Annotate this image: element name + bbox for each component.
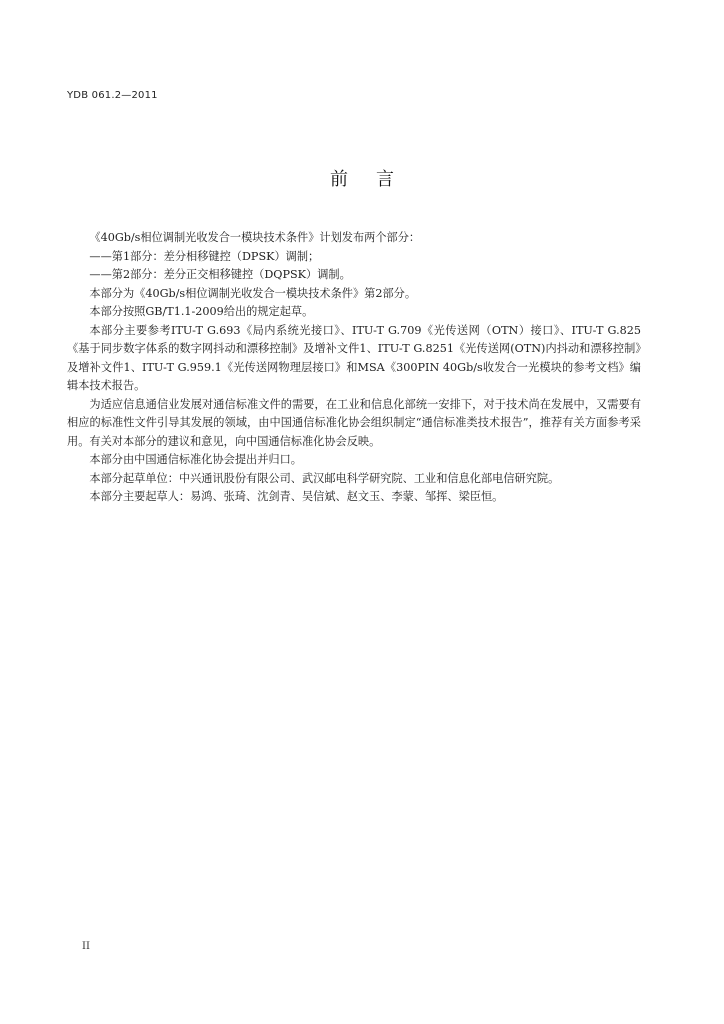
page-title: 前言 (330, 169, 422, 190)
paragraph: ——第1部分：差分相移键控（DPSK）调制； (89, 249, 320, 263)
paragraph: 本部分为《40Gb/s相位调制光收发合一模块技术条件》第2部分。 (89, 286, 417, 300)
paragraph: 本部分主要参考ITU-T G.693《局内系统光接口》、ITU-T G.709《光传送网（OTN）接口》、ITU-T G.825《基于同步数字体系的数字网抖动和漂移控制》及增补文件1、ITU-T G.8251《光传送网(OTN)内抖动和漂移控制》及增补文件1、ITU-T G.959.1《光传送网物理层接口》和MSA《300PIN 40Gb/s收发合一光模块的参考文档》编辑本技术报告。 (67, 323, 641, 392)
paragraph: 本部分由中国通信标准化协会提出并归口。 (89, 453, 302, 466)
paragraph: 本部分按照GB/T1.1-2009给出的规定起草。 (89, 305, 314, 318)
document-code: YDB 061.2—2011 (67, 90, 158, 101)
paragraph: 《40Gb/s相位调制光收发合一模块技术条件》计划发布两个部分： (89, 231, 421, 244)
paragraph: 本部分起草单位：中兴通讯股份有限公司、武汉邮电科学研究院、工业和信息化部电信研究院。 (89, 471, 560, 485)
paragraph: 为适应信息通信业发展对通信标准文件的需要，在工业和信息化部统一安排下，对于技术尚在发展中，又需要有相应的标准性文件引导其发展的领域，由中国通信标准化协会组织制定“通信标准类技术报告”，推荐有关方面参考采用。有关对本部分的建议和意见，向中国通信标准化协会反映。 (67, 397, 641, 448)
paragraph: ——第2部分：差分正交相移键控（DQPSK）调制。 (89, 268, 351, 281)
page-number: II (82, 941, 90, 952)
paragraph: 本部分主要起草人：易鸿、张琦、沈剑青、吴信斌、赵文玉、李蒙、邹挥、梁臣恒。 (89, 490, 504, 503)
document-body (67, 229, 641, 507)
